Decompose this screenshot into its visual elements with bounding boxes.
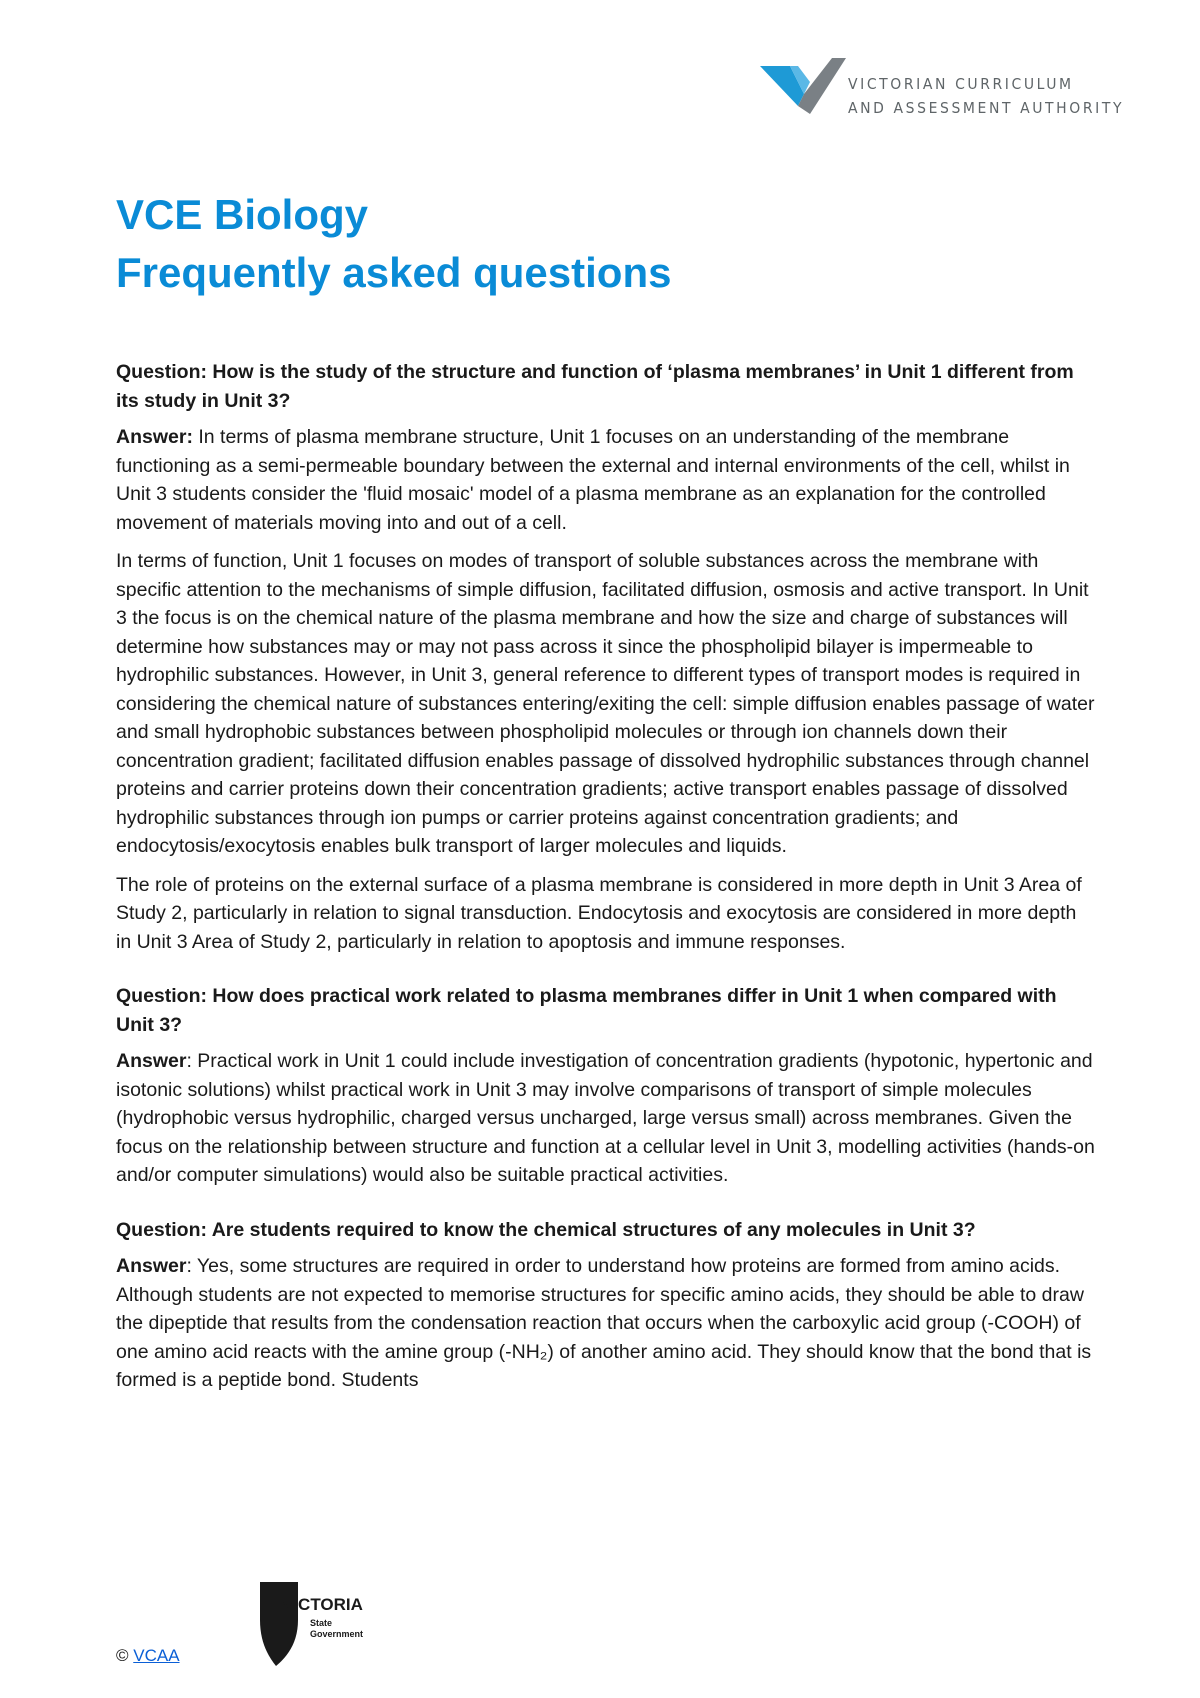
vcaa-chevron-icon [760, 58, 848, 118]
page-title [116, 186, 671, 302]
answer-text: : Practical work in Unit 1 could include investigation of concentration gradients (hypotonic, hypertonic and isotonic solutions) whilst practical work in Unit 3 may involve comparisons of transport of simple molecules (hydrophobic versus hydrophilic, charged versus uncharged, large versus small) across membranes. Given the focus on the relationship between structure and function at a cellular level in Unit 3, modelling activities (hands-on and/or computer simulations) would also be suitable practical activities. [116, 1050, 1095, 1186]
faq-question-3: Question: Are students required to know the chemical structures of any molecules in Unit 3? [116, 1218, 976, 1241]
faq-answer-3-para-1 [116, 1252, 1096, 1395]
victoria-state-government-logo [258, 1580, 368, 1670]
copyright-notice [116, 1646, 180, 1666]
faq-question-1: Question: How is the study of the structure and function of ‘plasma membranes’ in Unit 1 different from its study in Unit 3? [116, 361, 1074, 412]
title-line1: VCE Biology [116, 191, 369, 238]
answer-text: In terms of plasma membrane structure, Unit 1 focuses on an understanding of the membrane functioning as a semi-permeable boundary between the external and internal environments of the cell, whilst in Unit 3 students consider the 'fluid mosaic' model of a plasma membrane as an explanation for the controlled movement of materials moving into and out of a cell. [116, 426, 1070, 534]
vcaa-org-name [848, 72, 1124, 120]
faq-answer-2-para-1 [116, 1047, 1096, 1190]
faq-answer-1-para-1 [116, 423, 1096, 537]
answer-text: : Yes, some structures are required in order to understand how proteins are formed from amino acids. Although students are not expected to memorise structures for specific amino acids, they should be able to draw the dipeptide that results from the condensation reaction that occurs when the carboxylic acid group (-COOH) of one amino acid reacts with the amine group (-NH₂) of another amino acid. They should know that the bond that is formed is a peptide bond. Students [116, 1255, 1092, 1391]
answer-label: Answer: [116, 426, 193, 448]
org-name-line1: VICTORIAN CURRICULUM [848, 75, 1074, 93]
org-name-line2: AND ASSESSMENT AUTHORITY [848, 99, 1125, 117]
vic-logo-sub2: Government [310, 1629, 364, 1639]
faq-question-2: Question: How does practical work related to plasma membranes differ in Unit 1 when compared with Unit 3? [116, 985, 1057, 1036]
faq-answer-1-para-2: In terms of function, Unit 1 focuses on modes of transport of soluble substances across the membrane with specific attention to the mechanisms of simple diffusion, facilitated diffusion, osmosis and active transport. In Unit 3 the focus is on the chemical nature of the plasma membrane and how the size and charge of substances will determine how substances may or may not pass across it since the phospholipid bilayer is impermeable to hydrophilic substances. However, in Unit 3, general reference to different types of transport modes is required in considering the chemical nature of substances entering/exiting the cell: simple diffusion enables passage of water and small hydrophobic substances between phospholipid molecules or through ion channels down their concentration gradient; facilitated diffusion enables passage of dissolved hydrophilic substances through channel proteins and carrier proteins down their concentration gradients; active transport enables passage of dissolved hydrophilic substances through ion pumps or carrier proteins against concentration gradients; and endocytosis/exocytosis enables bulk transport of larger molecules and liquids. [116, 550, 1095, 857]
answer-label: Answer [116, 1050, 187, 1072]
page-footer [0, 1580, 1200, 1690]
vcaa-link[interactable]: VCAA [133, 1646, 180, 1665]
answer-label: Answer [116, 1255, 187, 1277]
vic-logo-sub1: State [310, 1618, 333, 1628]
vic-logo-text: VICTORIA [282, 1595, 363, 1614]
faq-content [116, 358, 1096, 1405]
title-line2: Frequently asked questions [116, 249, 672, 296]
vcaa-logo [760, 52, 1125, 124]
copyright-symbol: © [116, 1646, 134, 1665]
faq-answer-1-para-3: The role of proteins on the external surface of a plasma membrane is considered in more depth in Unit 3 Area of Study 2, particularly in relation to signal transduction. Endocytosis and exocytosis are considered in more depth in Unit 3 Area of Study 2, particularly in relation to apoptosis and immune responses. [116, 873, 1082, 953]
